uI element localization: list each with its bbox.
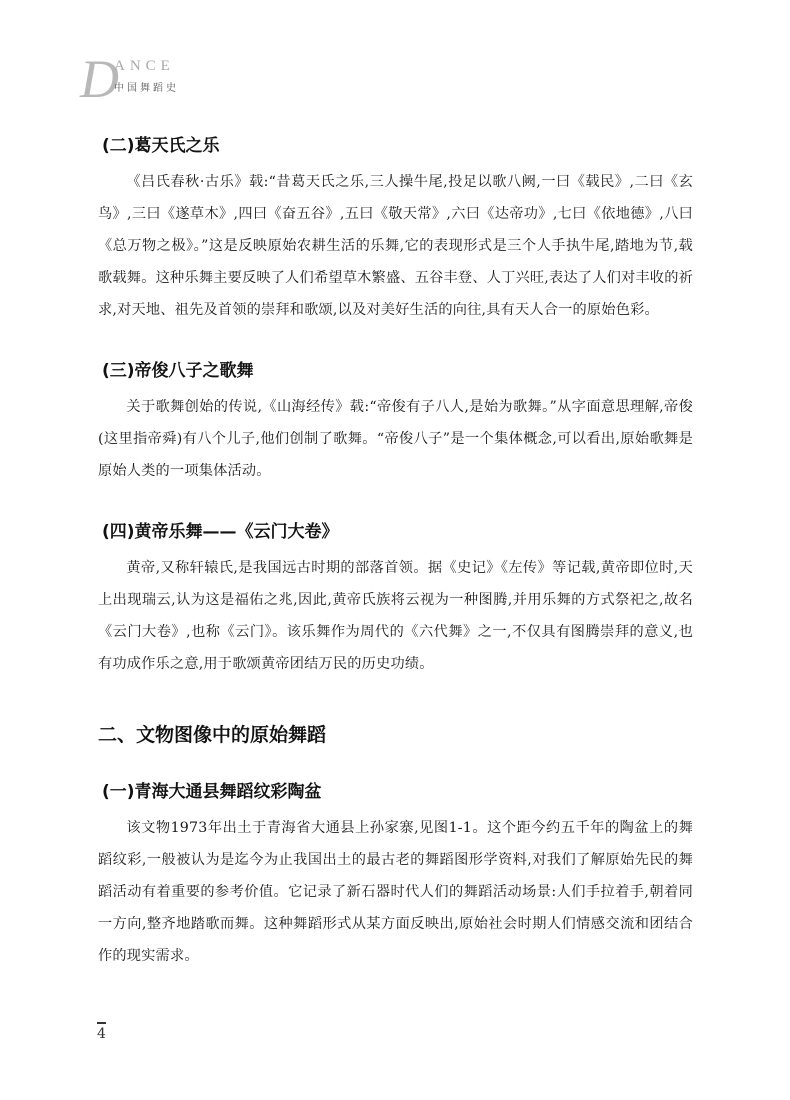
page-content bbox=[98, 131, 693, 972]
section-title: (四)黄帝乐舞——《云门大卷》 bbox=[102, 522, 339, 542]
page-number: 4 bbox=[97, 1026, 106, 1042]
section-paragraph: 关于歌舞创始的传说,《山海经传》载:“帝俊有子八人,是始为歌舞。”从字面意思理解,帝俊(这里指帝舜)有八个儿子,他们创制了歌舞。“帝俊八子”是一个集体概念,可以看出,原始歌舞是原始人类的一项集体活动。 bbox=[98, 399, 693, 479]
book-logo bbox=[80, 49, 220, 112]
logo-letter: D bbox=[80, 49, 119, 109]
section-paragraph: 该文物1973年出土于青海省大通县上孙家寨,见图1-1。这个距今约五千年的陶盆上的舞蹈纹彩,一般被认为是迄今为止我国出土的最古老的舞蹈图形学资料,对我们了解原始先民的舞蹈活动有着重要的参考价值。它记录了新石器时代人们的舞蹈活动场景:人们手拉着手,朝着同一方向,整齐地踏歌而舞。这种舞蹈形式从某方面反映出,原始社会时期人们情感交流和团结合作的现实需求。 bbox=[98, 820, 693, 964]
logo-subtitle: 中国舞蹈史 bbox=[114, 83, 179, 94]
section-title: (一)青海大通县舞蹈纹彩陶盆 bbox=[102, 782, 322, 802]
section-paragraph: 黄帝,又称轩辕氏,是我国远古时期的部落首领。据《史记》《左传》等记载,黄帝即位时,天上出现瑞云,认为这是福佑之兆,因此,黄帝氏族将云视为一种图腾,并用乐舞的方式祭祀之,故名《云门大卷》,也称《云门》。该乐舞作为周代的《六代舞》之一,不仅具有图腾崇拜的意义,也有功成作乐之意,用于歌颂黄帝团结万民的历史功绩。 bbox=[98, 560, 693, 672]
folio-rule bbox=[97, 1022, 106, 1024]
section-paragraph: 《吕氏春秋·古乐》载:“昔葛天氏之乐,三人操牛尾,投足以歌八阙,一曰《载民》,二曰《玄鸟》,三曰《遂草木》,四曰《奋五谷》,五曰《敬天常》,六曰《达帝功》,七曰《依地德》,八曰《总万物之极》。”这是反映原始农耕生活的乐舞,它的表现形式是三个人手执牛尾,踏地为节,载歌载舞。这种乐舞主要反映了人们希望草木繁盛、五谷丰登、人丁兴旺,表达了人们对丰收的祈求,对天地、祖先及首领的崇拜和歌颂,以及对美好生活的向往,具有天人合一的原始色彩。 bbox=[98, 174, 693, 318]
logo-word: ANCE bbox=[114, 58, 175, 74]
section-title: (三)帝俊八子之歌舞 bbox=[102, 361, 254, 381]
section-title: (二)葛天氏之乐 bbox=[102, 136, 220, 156]
chapter-part-title: 二、文物图像中的原始舞蹈 bbox=[98, 724, 327, 746]
